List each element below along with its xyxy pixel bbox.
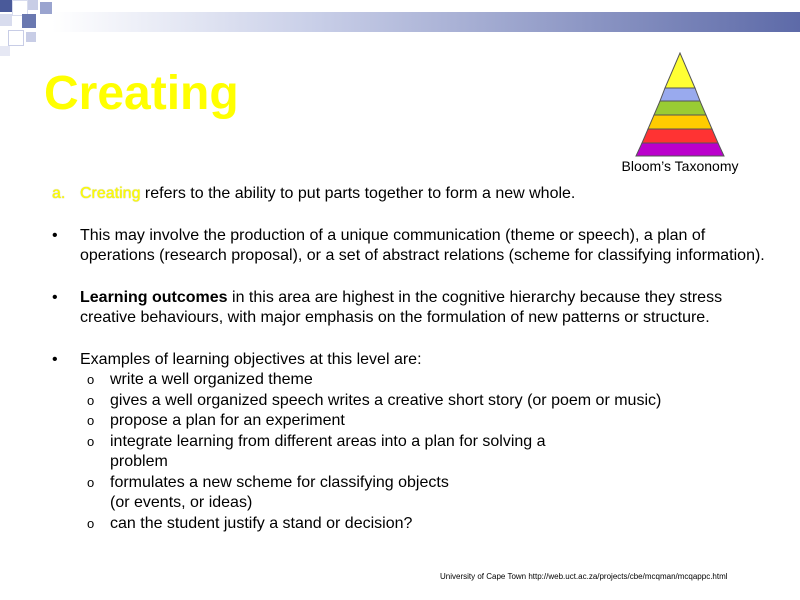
list-item [80,391,800,412]
list-item [80,432,560,473]
deco-square [28,0,38,10]
slide-title: Creating [44,67,239,120]
bullet-text: Examples of learning objectives at this level are: [80,350,422,368]
sub-bullet-marker: o [87,413,95,428]
list-item [80,473,465,514]
sub-bullet-marker: o [87,474,95,490]
list-item-text: can the student justify a stand or decision? [110,514,413,532]
deco-square [26,32,36,42]
deco-square [0,0,12,12]
bullet-item [52,288,772,329]
bullet-item [52,350,772,535]
deco-square [22,14,36,28]
list-item [80,411,570,432]
pyramid-tier-analyzing [654,101,706,115]
bullet-text: This may involve the production of a unique communication (theme or speech), a plan of operations (research proposal), or a set of abstract relations (scheme for classifying information). [80,226,765,264]
header-bar [52,12,800,32]
deco-square [0,46,10,56]
bullet-marker: • [52,226,58,244]
slide-body [52,184,772,534]
bullet-item [52,226,772,267]
sub-bullet-marker: o [87,392,95,408]
list-item [80,514,570,535]
intro-marker: a. [52,185,66,202]
pyramid-tier-creating [665,53,695,88]
intro-text: refers to the ability to put parts together to form a new whole. [140,185,576,202]
bullet-bold-text: Learning outcomes [80,288,228,306]
list-item-text: formulates a new scheme for classifying objects (or events, or ideas) [110,473,449,511]
sub-bullet-marker: o [87,515,95,531]
intro-highlight: Creating [80,185,141,202]
list-item [80,370,570,391]
pyramid-tier-understanding [642,129,718,143]
list-item-text: integrate learning from different areas into a plan for solving a problem [110,432,546,470]
pyramid-tier-evaluating [660,88,700,101]
bullet-marker: • [52,350,58,368]
list-item-text: propose a plan for an experiment [110,412,345,429]
pyramid-caption: Bloom’s Taxonomy [621,158,739,174]
source-footer: University of Cape Town http://web.uct.ac.za/projects/cbe/mcqman/mcqappc.html [440,572,728,581]
pyramid-tier-applying [648,115,712,129]
objectives-list [80,370,772,534]
list-item-text: write a well organized theme [110,371,313,388]
deco-square [40,2,52,14]
deco-square [0,14,12,26]
deco-square [8,30,24,46]
bloom-pyramid [612,52,748,158]
bullet-text: in this area are highest in the cognitive hierarchy because they stress creative behaviours, with major emphasis on the formulation of new patterns or structure. [80,288,723,326]
intro-paragraph [52,184,772,205]
pyramid-tier-remembering [636,143,724,156]
bullet-marker: • [52,288,58,306]
list-item-text: gives a well organized speech writes a creative short story (or poem or music) [110,391,662,409]
sub-bullet-marker: o [87,372,95,387]
sub-bullet-marker: o [87,433,95,449]
